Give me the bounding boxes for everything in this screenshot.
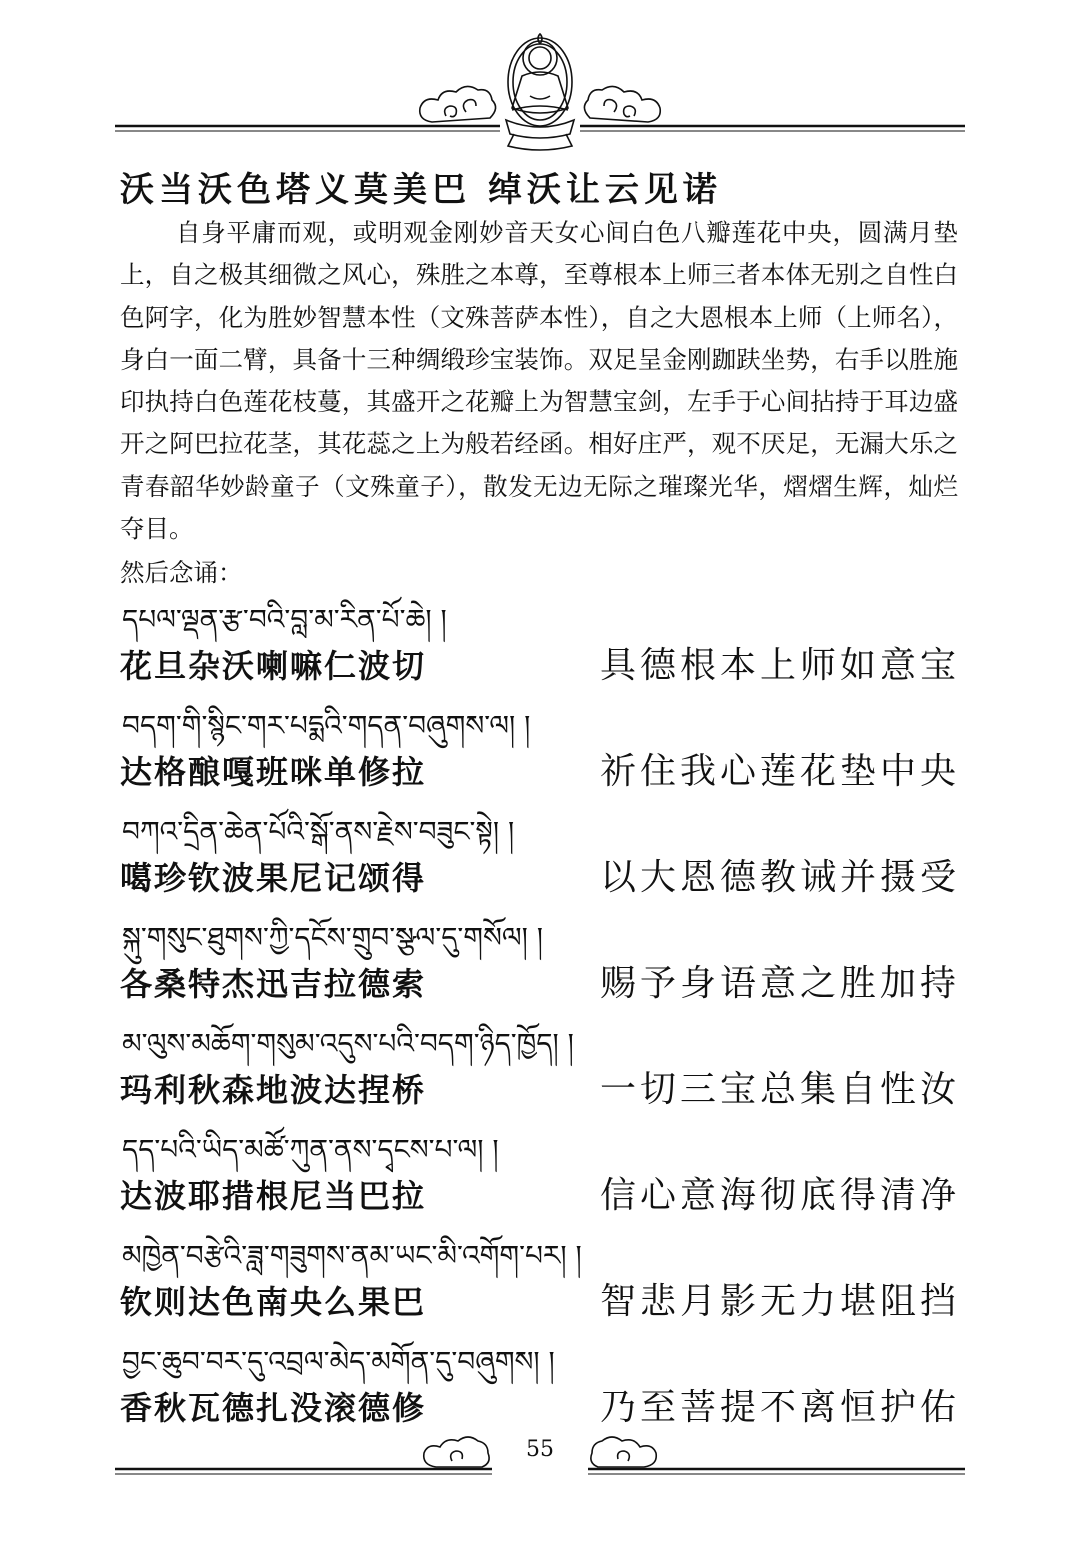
page-title: 沃当沃色塔义莫美巴 绰沃让云见诺 [120,170,722,210]
meaning-line: 一切三宝总集自性汝 [599,1069,960,1110]
page-number: 55 [526,1437,554,1462]
transliteration-line: 达格酿嘎班咪单修拉 [120,753,427,791]
cloud-scroll-icon [584,86,660,122]
verse-2 [120,702,960,802]
transliteration-line: 花旦杂沃喇嘛仁波切 [120,647,427,685]
transliteration-line: 各桑特杰迅吉拉德索 [120,965,427,1003]
intro-recite-note: 然后念诵： [120,558,243,587]
meaning-line: 以大恩德教诫并摄受 [599,857,960,898]
transliteration-line: 噶珍钦波果尼记颂得 [120,859,427,897]
meaning-line: 乃至菩提不离恒护佑 [599,1387,960,1428]
verse-4 [120,914,960,1014]
transliteration-line: 达波耶措根尼当巴拉 [120,1177,427,1215]
cloud-scroll-icon [424,1437,489,1467]
meaning-line: 祈住我心莲花垫中央 [599,751,960,792]
meaning-line: 赐予身语意之胜加持 [599,963,960,1004]
verse-5 [120,1020,960,1120]
verse-3 [120,808,960,908]
verse-6 [120,1126,960,1226]
tibetan-line: སྐུ་གསུང་ཐུགས་ཀྱི་དངོས་གྲུབ་སྩལ་དུ་གསོལ། ། [122,921,544,954]
tibetan-line: མ་ལུས་མཆོག་གསུམ་འདུས་པའི་བདག་ཉིད་ཁྱོད། ། [122,1027,574,1060]
tibetan-line: དཔལ་ལྡན་རྩ་བའི་བླ་མ་རིན་པོ་ཆེ། ། [122,603,447,636]
meaning-line: 智悲月影无力堪阻挡 [599,1281,960,1322]
tibetan-line: མཁྱེན་བརྩེའི་ཟླ་གཟུགས་ནམ་ཡང་མི་འགོག་པར། ། [122,1239,582,1272]
transliteration-line: 香秋瓦德扎没滚德修 [120,1389,427,1427]
verse-7 [120,1232,960,1332]
verse-8 [120,1338,960,1438]
buddha-cloud-ornament [0,0,1080,160]
tibetan-line: བྱང་ཆུབ་བར་དུ་འབྲལ་མེད་མགོན་དུ་བཞུགས། ། [122,1345,555,1378]
tibetan-line: དད་པའི་ཡིད་མཚོ་ཀུན་ནས་དྭངས་པ་ལ། ། [122,1133,499,1166]
page-footer [0,1425,1080,1495]
verse-1 [120,596,960,696]
intro-paragraph: 自身平庸而观，或明观金刚妙音天女心间白色八瓣莲花中央，圆满月垫上，自之极其细微之风心，殊胜之本尊，至尊根本上师三者本体无别之自性白色阿字，化为胜妙智慧本性（文殊菩萨本性），自之大恩根本上师（上师名），身白一面二臂，具备十三种绸缎珍宝装饰。双足呈金刚跏趺坐势，右手以胜施印执持白色莲花枝蔓，其盛开之花瓣上为智慧宝剑，左手于心间拈持于耳边盛开之阿巴拉花茎，其花蕊之上为般若经函。相好庄严，观不厌足，无漏大乐之青春韶华妙龄童子（文殊童子），散发无边无际之璀璨光华，熠熠生辉，灿烂夺目。 [120,218,958,544]
buddha-icon [506,34,574,150]
meaning-line: 信心意海彻底得清净 [599,1175,960,1216]
transliteration-line: 钦则达色南央么果巴 [120,1283,427,1321]
page-header [0,0,1080,160]
tibetan-line: བདག་གི་སྙིང་གར་པདྨའི་གདན་བཞུགས་ལ། ། [122,709,531,742]
tibetan-line: བཀའ་དྲིན་ཆེན་པོའི་སྒོ་ནས་རྗེས་བཟུང་སྟེ། ། [122,815,515,848]
cloud-scroll-icon [420,86,496,122]
meaning-line: 具德根本上师如意宝 [599,645,960,686]
transliteration-line: 玛利秋森地波达捏桥 [120,1071,427,1109]
cloud-scroll-icon [591,1437,656,1467]
